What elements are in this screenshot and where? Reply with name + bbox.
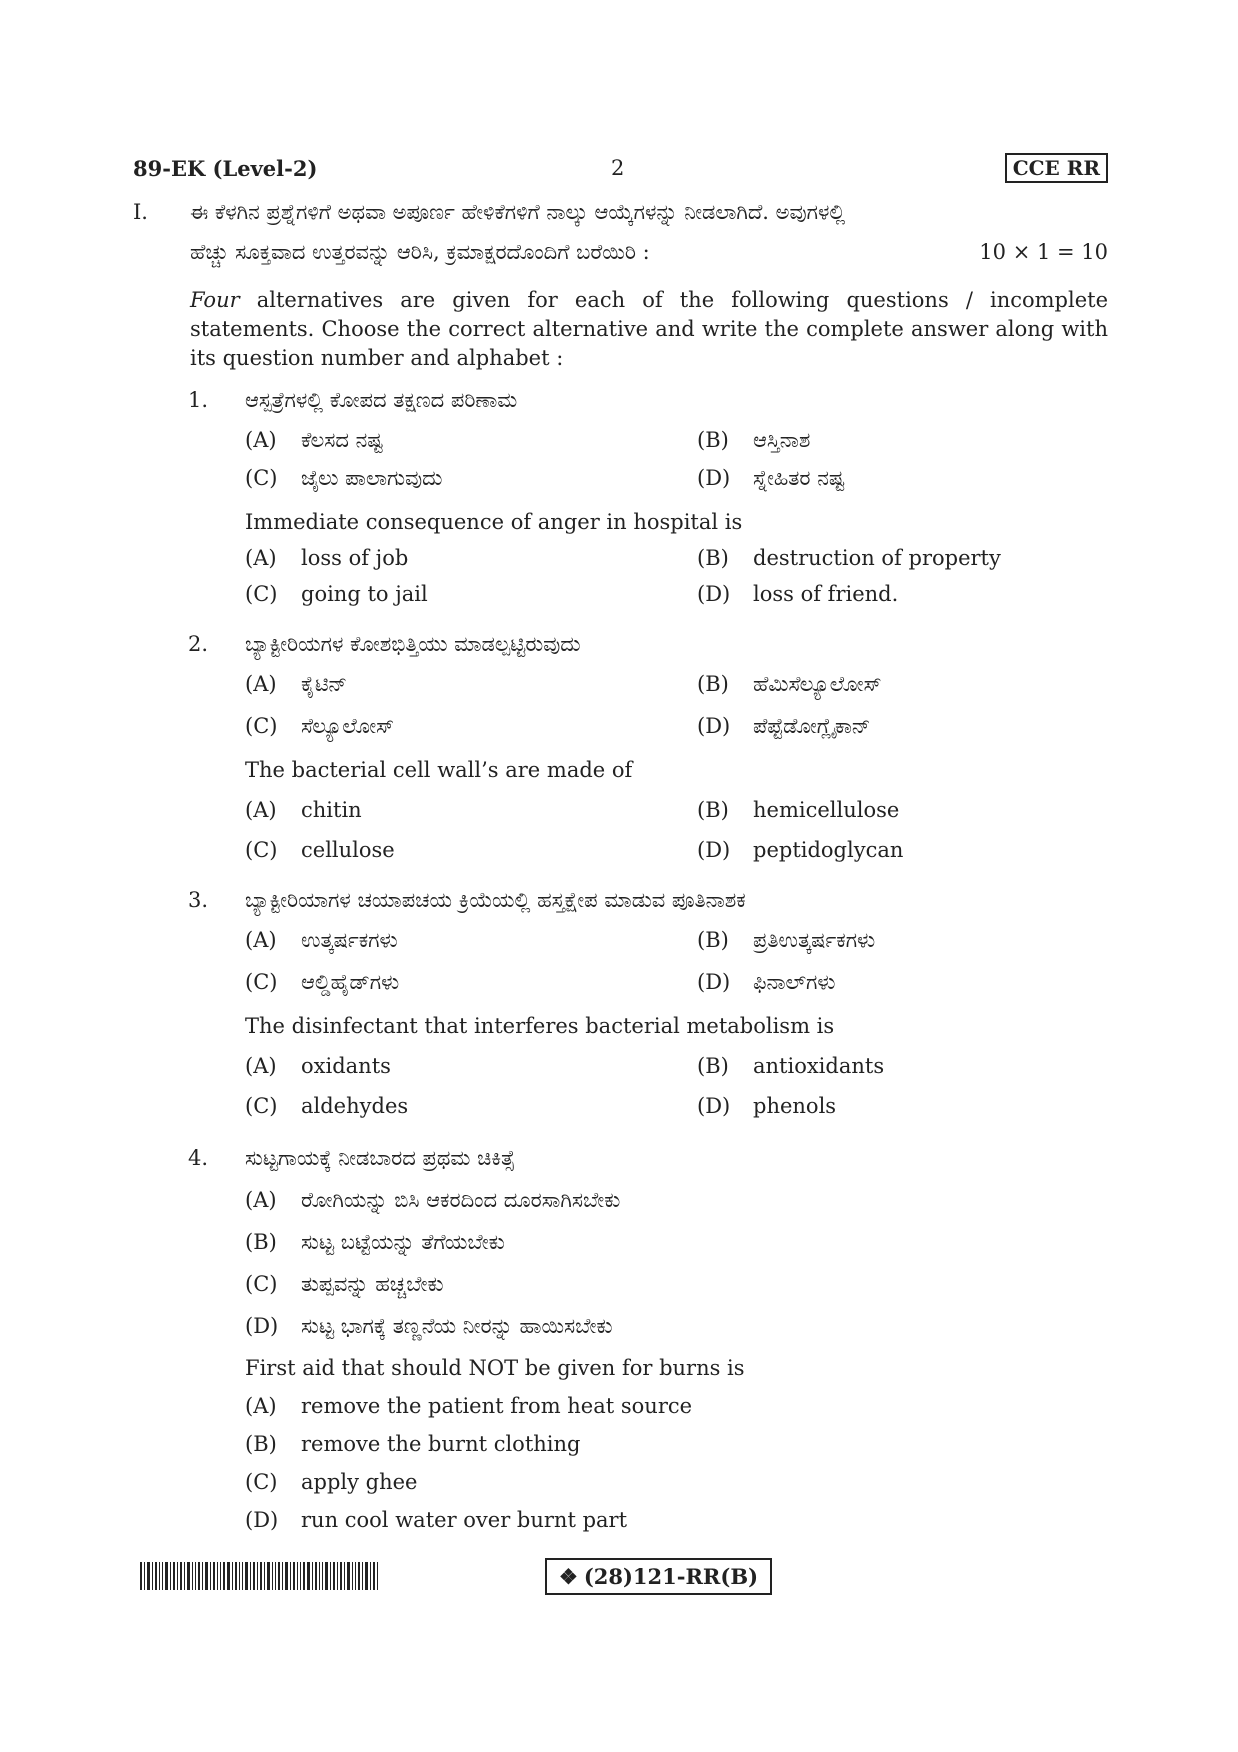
english-stem: First aid that should NOT be given for burns is (245, 1356, 745, 1380)
option-text: chitin (301, 798, 362, 822)
english-instruction (190, 286, 1108, 373)
option-text: aldehydes (301, 1094, 409, 1118)
kannada-option-a (245, 928, 398, 953)
option-text: cellulose (301, 838, 395, 862)
option-text: phenols (753, 1094, 837, 1118)
option-label: (D) (245, 1508, 279, 1532)
english-option-c (245, 582, 428, 606)
kannada-option-c (245, 1272, 444, 1297)
section-number: I. (133, 200, 148, 224)
question-number: 4. (188, 1146, 209, 1170)
option-label: (C) (245, 970, 278, 994)
option-text: ಫಿನಾಲ್‌ಗಳು (753, 970, 836, 994)
kannada-option-d (697, 714, 870, 739)
kannada-option-c (245, 714, 394, 739)
kannada-instruction-line2: ಹೆಚ್ಚು ಸೂಕ್ತವಾದ ಉತ್ತರವನ್ನು ಆರಿಸಿ, ಕ್ರಮಾಕ್ಷರದೊಂದಿಗೆ ಬರೆಯಿರಿ : (190, 240, 650, 264)
option-label: (A) (245, 1394, 277, 1418)
kannada-option-a (245, 428, 383, 453)
option-label: (A) (245, 1188, 277, 1212)
kannada-stem: ಆಸ್ಪತ್ರೆಗಳಲ್ಲಿ ಕೋಪದ ತಕ್ಷಣದ ಪರಿಣಾಮ (245, 388, 518, 412)
option-label: (A) (245, 672, 277, 696)
option-text: ರೋಗಿಯನ್ನು ಬಿಸಿ ಆಕರದಿಂದ ದೂರಸಾಗಿಸಬೇಕು (301, 1188, 621, 1212)
page-number: 2 (611, 156, 625, 180)
english-option-a (245, 1394, 692, 1418)
option-label: (C) (245, 1094, 278, 1118)
kannada-option-b (245, 1230, 505, 1255)
option-text: ಪೆಪ್ಟೆಡೋಗ್ಲೈಕಾನ್ (753, 714, 871, 738)
option-label: (D) (245, 1314, 279, 1338)
option-label: (B) (697, 798, 729, 822)
page-header (133, 156, 1108, 190)
option-text: remove the burnt clothing (301, 1432, 581, 1456)
option-text: ಸ್ನೇಹಿತರ ನಷ್ಟ (753, 466, 845, 490)
english-instruction-italic: Four (190, 288, 240, 312)
english-option-c (245, 838, 395, 862)
kannada-option-c (245, 466, 442, 491)
kannada-stem: ಬ್ಯಾಕ್ಟೀರಿಯಗಳ ಕೋಶಭಿತ್ತಿಯು ಮಾಡಲ್ಪಟ್ಟಿರುವುದು (245, 632, 581, 656)
option-text: ಸುಟ್ಟ ಬಟ್ಟೆಯನ್ನು ತೆಗೆಯಬೇಕು (301, 1230, 505, 1254)
kannada-option-b (697, 428, 810, 453)
english-option-c (245, 1094, 408, 1118)
kannada-stem: ಬ್ಯಾಕ್ಟೀರಿಯಾಗಳ ಚಯಾಪಚಯ ಕ್ರಿಯೆಯಲ್ಲಿ ಹಸ್ತಕ್ಷೇಪ ಮಾಡುವ ಪೂತಿನಾಶಕ (245, 888, 746, 912)
option-label: (A) (245, 546, 277, 570)
english-option-a (245, 1054, 391, 1078)
option-label: (D) (697, 582, 731, 606)
english-option-a (245, 798, 362, 822)
english-stem: The disinfectant that interferes bacterial metabolism is (245, 1014, 835, 1038)
option-label: (A) (245, 1054, 277, 1078)
option-label: (C) (245, 1470, 278, 1494)
option-label: (A) (245, 798, 277, 822)
option-text: destruction of property (753, 546, 1001, 570)
english-option-d (697, 582, 898, 606)
option-label: (B) (697, 546, 729, 570)
option-label: (B) (697, 1054, 729, 1078)
option-text: ಹೆಮಿಸೆಲ್ಯೂಲೋಸ್ (753, 672, 882, 696)
barcode-icon (140, 1562, 378, 1590)
option-label: (B) (245, 1230, 277, 1254)
option-label: (B) (245, 1432, 277, 1456)
english-option-b (245, 1432, 580, 1456)
option-text: apply ghee (301, 1470, 418, 1494)
english-option-b (697, 798, 899, 822)
english-option-a (245, 546, 408, 570)
option-label: (C) (245, 582, 278, 606)
option-text: ಸೆಲ್ಯೂಲೋಸ್ (301, 714, 395, 738)
option-text: ಆಲ್ಡಿಹೈಡ್‌ಗಳು (301, 970, 400, 994)
option-label: (C) (245, 466, 278, 490)
option-label: (B) (697, 672, 729, 696)
question-number: 3. (188, 888, 209, 912)
option-label: (A) (245, 428, 277, 452)
option-label: (C) (245, 838, 278, 862)
question-number: 2. (188, 632, 209, 656)
option-text: going to jail (301, 582, 428, 606)
kannada-option-d (697, 466, 845, 491)
kannada-instruction-line1: ಈ ಕೆಳಗಿನ ಪ್ರಶ್ನೆಗಳಿಗೆ ಅಥವಾ ಅಪೂರ್ಣ ಹೇಳಿಕೆಗಳಿಗೆ ನಾಲ್ಕು ಆಯ್ಕೆಗಳನ್ನು ನೀಡಲಾಗಿದೆ. ಅವುಗಳಲ್ಲಿ (190, 200, 846, 224)
option-label: (D) (697, 838, 731, 862)
option-label: (D) (697, 466, 731, 490)
english-instruction-rest: alternatives are given for each of the following questions / incomplete statements. Choose the correct alternative and write the complete answer along with its question number and alphabet : (190, 288, 1108, 370)
option-text: run cool water over burnt part (301, 1508, 628, 1532)
option-text: peptidoglycan (753, 838, 904, 862)
option-text: ಕೆಲಸದ ನಷ್ಟ (301, 428, 384, 452)
english-option-d (697, 838, 903, 862)
option-text: antioxidants (753, 1054, 885, 1078)
option-label: (C) (245, 714, 278, 738)
marks-allocation: 10 × 1 = 10 (979, 240, 1108, 264)
kannada-option-a (245, 672, 347, 697)
option-text: ತುಪ್ಪವನ್ನು ಹಚ್ಚಬೇಕು (301, 1272, 444, 1296)
english-option-d (697, 1094, 836, 1118)
option-text: ಪ್ರತಿಉತ್ಕರ್ಷಕಗಳು (753, 928, 876, 952)
option-text: oxidants (301, 1054, 391, 1078)
english-option-b (697, 546, 1001, 570)
option-text: loss of friend. (753, 582, 899, 606)
kannada-option-a (245, 1188, 620, 1213)
option-text: hemicellulose (753, 798, 900, 822)
option-label: (D) (697, 1094, 731, 1118)
option-label: (B) (697, 928, 729, 952)
option-label: (C) (245, 1272, 278, 1296)
option-text: ಉತ್ಕರ್ಷಕಗಳು (301, 928, 398, 952)
option-text: loss of job (301, 546, 409, 570)
paper-code: 89-EK (Level-2) (133, 156, 318, 181)
option-text: ಸುಟ್ಟ ಭಾಗಕ್ಕೆ ತಣ್ಣನೆಯ ನೀರನ್ನು ಹಾಯಿಸಬೇಕು (301, 1314, 613, 1338)
paper-code-box (545, 1558, 772, 1595)
english-stem: The bacterial cell wall’s are made of (245, 758, 633, 782)
cce-rr-badge: CCE RR (1005, 153, 1108, 183)
english-option-c (245, 1470, 417, 1494)
option-label: (A) (245, 928, 277, 952)
option-label: (D) (697, 714, 731, 738)
kannada-option-c (245, 970, 399, 995)
option-label: (D) (697, 970, 731, 994)
kannada-option-b (697, 928, 875, 953)
english-option-b (697, 1054, 884, 1078)
option-text: remove the patient from heat source (301, 1394, 693, 1418)
kannada-stem: ಸುಟ್ಟಗಾಯಕ್ಕೆ ನೀಡಬಾರದ ಪ್ರಥಮ ಚಿಕಿತ್ಸೆ (245, 1146, 516, 1170)
english-option-d (245, 1508, 627, 1532)
kannada-option-b (697, 672, 882, 697)
option-text: ಆಸ್ತಿನಾಶ (753, 428, 811, 452)
page-footer (0, 1558, 1238, 1608)
option-text: ಜೈಲು ಪಾಲಾಗುವುದು (301, 466, 443, 490)
footer-paper-code: (28)121-RR(B) (583, 1564, 759, 1589)
kannada-option-d (245, 1314, 613, 1339)
option-text: ಕೈಟಿನ್ (301, 672, 348, 696)
option-label: (B) (697, 428, 729, 452)
english-stem: Immediate consequence of anger in hospital is (245, 510, 743, 534)
question-number: 1. (188, 388, 209, 412)
four-diamond-icon: ❖ (559, 1564, 578, 1589)
kannada-option-d (697, 970, 835, 995)
